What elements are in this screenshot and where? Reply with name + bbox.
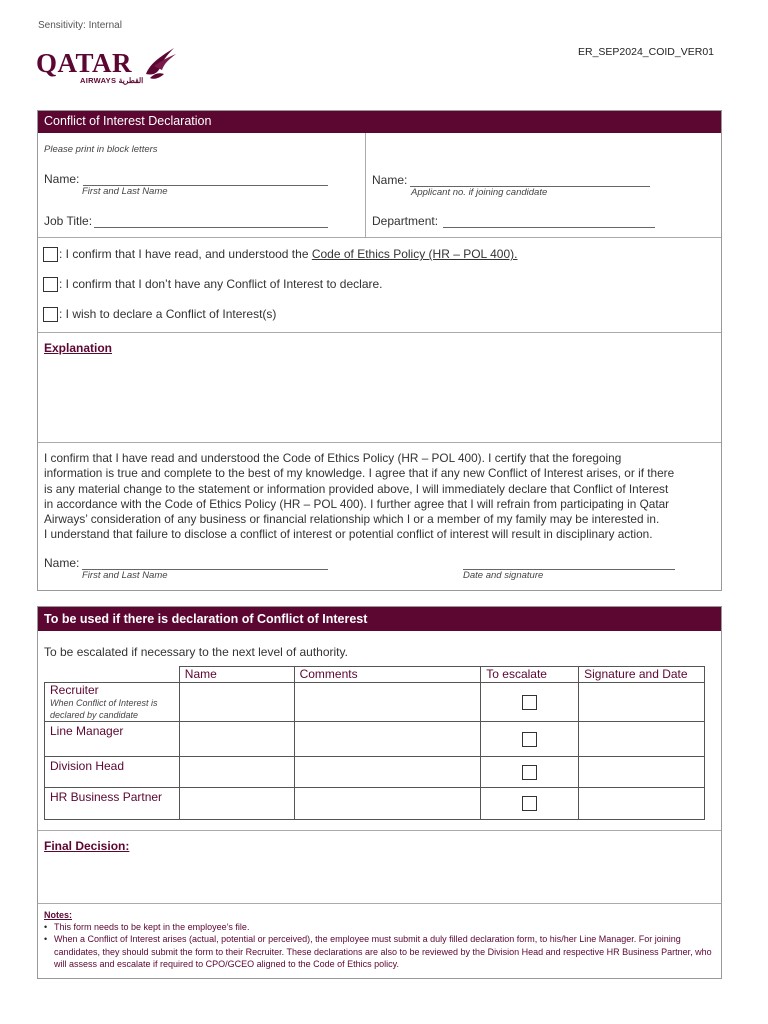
escalation-header: To be used if there is declaration of Conflict of Interest xyxy=(38,607,721,631)
line-manager-name-cell[interactable] xyxy=(179,722,294,757)
line-manager-escalate-cell xyxy=(481,722,579,757)
divider-1 xyxy=(38,237,721,238)
role-division-head: Division Head xyxy=(50,759,125,773)
document-id: ER_SEP2024_COID_VER01 xyxy=(578,46,714,58)
job-title-field[interactable] xyxy=(94,227,328,228)
explanation-title: Explanation xyxy=(44,341,113,355)
notes-block xyxy=(44,909,714,970)
role-column-header xyxy=(45,667,180,683)
declaration-header: Conflict of Interest Declaration xyxy=(38,111,721,133)
line-manager-comments-cell[interactable] xyxy=(294,722,481,757)
applicant-name-label: Name: xyxy=(372,173,408,187)
no-conflict-checkbox[interactable] xyxy=(43,277,58,292)
hrbp-comments-cell[interactable] xyxy=(294,788,481,820)
recruiter-subnote: When Conflict of Interest is declared by candidate xyxy=(50,698,158,720)
division-head-signature-cell[interactable] xyxy=(579,757,705,788)
divider-2 xyxy=(38,332,721,333)
declare-conflict-checkbox[interactable] xyxy=(43,307,58,322)
oryx-icon xyxy=(140,44,180,84)
table-row xyxy=(45,722,705,757)
divider-3 xyxy=(38,442,721,443)
recruiter-comments-cell[interactable] xyxy=(294,683,481,722)
line-manager-escalate-checkbox[interactable] xyxy=(522,732,537,747)
block-letters-instruction: Please print in block letters xyxy=(44,144,158,155)
escalation-table xyxy=(44,666,705,820)
certify-line-5: Airways’ consideration of any business or financial relationship which I or a member of my family may be interested in. xyxy=(44,512,660,527)
recruiter-signature-cell[interactable] xyxy=(579,683,705,722)
sensitivity-label: Sensitivity: Internal xyxy=(38,20,122,31)
logo-wordmark: QATAR xyxy=(36,48,132,78)
role-line-manager: Line Manager xyxy=(50,724,124,738)
department-field[interactable] xyxy=(443,227,655,228)
date-signature-hint: Date and signature xyxy=(463,570,544,581)
read-policy-prefix: : I confirm that I have read, and understood the xyxy=(59,247,312,261)
explanation-area[interactable] xyxy=(40,360,718,440)
hrbp-escalate-cell xyxy=(481,788,579,820)
certify-name-hint: First and Last Name xyxy=(82,570,168,581)
escalation-note: To be escalated if necessary to the next level of authority. xyxy=(44,645,348,659)
table-row xyxy=(45,683,705,722)
recruiter-name-cell[interactable] xyxy=(179,683,294,722)
hrbp-escalate-checkbox[interactable] xyxy=(522,796,537,811)
division-head-escalate-cell xyxy=(481,757,579,788)
role-recruiter: Recruiter xyxy=(50,683,99,697)
name-hint: First and Last Name xyxy=(82,186,168,197)
name-column-header: Name xyxy=(179,667,294,683)
certify-line-2: information is true and complete to the best of my knowledge. I agree that if any new Conflict of Interest arises, or if there xyxy=(44,466,675,481)
certify-line-4: in accordance with the Code of Ethics Policy (HR – POL 400). I further agree that I will refrain from participating in Qatar xyxy=(44,496,670,511)
escalate-column-header: To escalate xyxy=(481,667,579,683)
line-manager-signature-cell[interactable] xyxy=(579,722,705,757)
notes-title: Notes: xyxy=(44,910,73,920)
table-row xyxy=(45,788,705,820)
table-row xyxy=(45,757,705,788)
role-hr-business-partner: HR Business Partner xyxy=(50,790,163,804)
role-cell xyxy=(45,788,180,820)
divider-5 xyxy=(38,903,721,904)
role-cell xyxy=(45,683,180,722)
declare-conflict-text: : I wish to declare a Conflict of Interest(s) xyxy=(59,307,277,321)
job-title-label: Job Title: xyxy=(44,214,93,228)
final-decision-title: Final Decision: xyxy=(44,839,130,853)
certify-line-6: I understand that failure to disclose a conflict of interest or potential conflict of interest will result in disciplinary action. xyxy=(44,527,653,542)
read-policy-checkbox[interactable] xyxy=(43,247,58,262)
divider-4 xyxy=(38,830,721,831)
department-label: Department: xyxy=(372,214,439,228)
note-item-1: • This form needs to be kept in the employee’s file. xyxy=(44,921,714,933)
applicant-name-hint: Applicant no. if joining candidate xyxy=(411,187,548,198)
read-policy-text xyxy=(59,247,517,261)
hrbp-name-cell[interactable] xyxy=(179,788,294,820)
role-cell xyxy=(45,757,180,788)
comments-column-header: Comments xyxy=(294,667,481,683)
certify-name-label: Name: xyxy=(44,556,80,570)
certify-line-1: I confirm that I have read and understood the Code of Ethics Policy (HR – POL 400). I certify that the foregoing xyxy=(44,451,622,465)
note-item-2: • When a Conflict of Interest arises (actual, potential or perceived), the employee must submit a duly filled declaration form, to his/her Line Manager. For joining candidates, they should submit the form to their Recruiter. These declarations are also to be reviewed by the Division Head and respective HR Business Partner, who will assess and escalate if required to CPO/GCEO aligned to the Code of Ethics policy. xyxy=(44,933,714,970)
name-label: Name: xyxy=(44,172,80,186)
no-conflict-text: : I confirm that I don’t have any Conflict of Interest to declare. xyxy=(59,277,383,291)
certify-line-3: is any material change to the statement or information provided above, I will immediately declare that Conflict of Interest xyxy=(44,481,669,496)
hrbp-signature-cell[interactable] xyxy=(579,788,705,820)
division-head-comments-cell[interactable] xyxy=(294,757,481,788)
column-divider xyxy=(365,133,366,237)
code-of-ethics-link[interactable]: Code of Ethics Policy (HR – POL 400). xyxy=(311,247,518,261)
division-head-escalate-checkbox[interactable] xyxy=(522,765,537,780)
final-decision-area[interactable] xyxy=(40,856,718,900)
certification-paragraph xyxy=(44,451,720,543)
division-head-name-cell[interactable] xyxy=(179,757,294,788)
recruiter-escalate-checkbox[interactable] xyxy=(522,695,537,710)
qatar-airways-logo xyxy=(36,44,176,88)
role-cell xyxy=(45,722,180,757)
logo-subtitle: AIRWAYS القطرية xyxy=(80,76,144,85)
signature-column-header: Signature and Date xyxy=(579,667,705,683)
recruiter-escalate-cell xyxy=(481,683,579,722)
